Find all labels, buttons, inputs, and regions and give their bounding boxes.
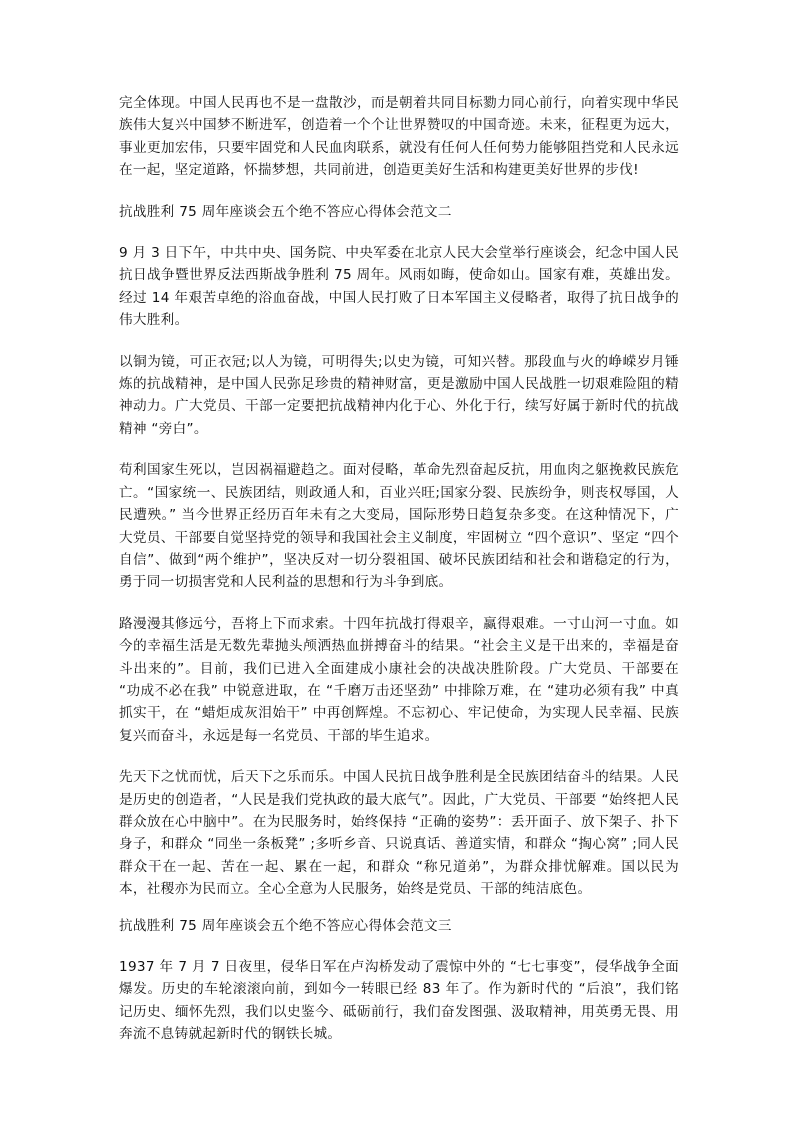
paragraph-3: 以铜为镜，可正衣冠;以人为镜，可明得失;以史为镜，可知兴替。那段血与火的峥嵘岁月锤炼的抗战精神，是中国人民弥足珍贵的精神财富，更是激励中国人民战胜一切艰难险阻的精神动力。广大党员、干部一定要把抗战精神内化于心、外化于行，续写好属于新时代的抗战精神 “旁白”。: [119, 353, 679, 437]
paragraph-2: 9 月 3 日下午，中共中央、国务院、中央军委在北京人民大会堂举行座谈会，纪念中国人民抗日战争暨世界反法西斯战争胜利 75 周年。风雨如晦，使命如山。国家有难，英雄出发。经过 14 年艰苦卓绝的浴血奋战，中国人民打败了日本军国主义侵略者，取得了抗日战争的伟大胜利。: [119, 245, 679, 329]
paragraph-1: 完全体现。中国人民再也不是一盘散沙，而是朝着共同目标勠力同心前行，向着实现中华民族伟大复兴中国梦不断进军，创造着一个个让世界赞叹的中国奇迹。未来，征程更为远大，事业更加宏伟，只要牢固党和人民血肉联系，就没有任何人任何势力能够阻挡党和人民永远在一起，坚定道路，怀揣梦想，共同前进，创造更美好生活和构建更美好世界的步伐!: [119, 95, 679, 179]
paragraph-7: 1937 年 7 月 7 日夜里，侵华日军在卢沟桥发动了震惊中外的 “七七事变”，侵华战争全面爆发。历史的车轮滚滚向前，到如今一转眼已经 83 年了。作为新时代的 “后浪”，我们铭记历史、缅怀先烈，我们以史鉴今、砥砺前行，我们奋发图强、汲取精神，用英勇无畏、用奔流不息铸就起新时代的钢铁长城。: [119, 959, 679, 1043]
section-heading-2: 抗战胜利 75 周年座谈会五个绝不答应心得体会范文二: [119, 203, 452, 220]
paragraph-5: 路漫漫其修远兮，吾将上下而求索。十四年抗战打得艰辛，赢得艰难。一寸山河一寸血。如今的幸福生活是无数先辈抛头颅洒热血拼搏奋斗的结果。“社会主义是干出来的，幸福是奋斗出来的”。目前，我们已进入全面建成小康社会的决战决胜阶段。广大党员、干部要在 “功成不必在我” 中锐意进取，在 “千磨万击还坚劲” 中排除万难，在 “建功必须有我” 中真抓实干，在 “蜡炬成灰泪始干” 中再创辉煌。不忘初心、牢记使命，为实现人民幸福、民族复兴而奋斗，永远是每一名党员、干部的毕生追求。: [119, 615, 679, 744]
paragraph-4: 苟利国家生死以，岂因祸福避趋之。面对侵略，革命先烈奋起反抗，用血肉之躯挽救民族危亡。“国家统一、民族团结，则政通人和，百业兴旺;国家分裂、民族纷争，则丧权辱国，人民遭殃。” 当今世界正经历百年未有之大变局，国际形势日趋复杂多变。在这种情况下，广大党员、干部要自觉坚持党的领导和我国社会主义制度，牢固树立 “四个意识”、坚定 “四个自信”、做到“两个维护”，坚决反对一切分裂祖国、破坏民族团结和社会和谐稳定的行为，勇于同一切损害党和人民利益的思想和行为斗争到底。: [119, 462, 679, 591]
paragraph-6: 先天下之忧而忧，后天下之乐而乐。中国人民抗日战争胜利是全民族团结奋斗的结果。人民是历史的创造者，“人民是我们党执政的最大底气”。因此，广大党员、干部要 “始终把人民群众放在心中脑中”。在为民服务时，始终保持 “正确的姿势”：丢开面子、放下架子、扑下身子，和群众 “同坐一条板凳” ;多听乡音、只说真话、善道实情，和群众 “掏心窝” ;同人民群众干在一起、苦在一起、累在一起，和群众 “称兄道弟”，为群众排忧解难。国以民为本，社稷亦为民而立。全心全意为人民服务，始终是党员、干部的纯洁底色。: [119, 769, 679, 898]
section-heading-3: 抗战胜利 75 周年座谈会五个绝不答应心得体会范文三: [119, 917, 452, 934]
document-page: [119, 92, 679, 1046]
